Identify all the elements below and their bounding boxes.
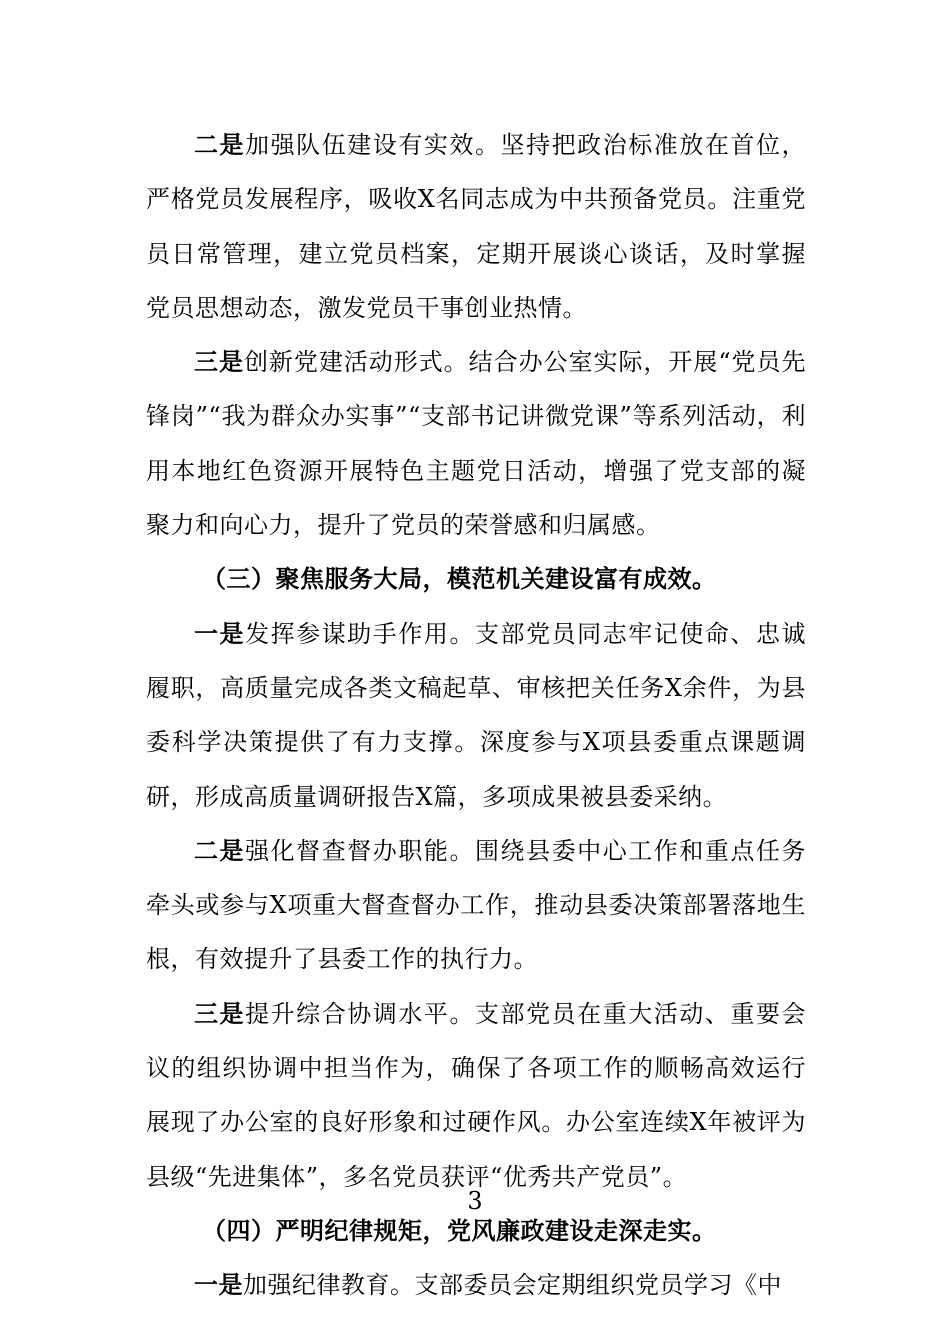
paragraph-lead: 二是 (194, 835, 246, 865)
paragraph-text: 强化督查督办职能。围绕县委中心工作和重点任务牵头或参与X项重大督查督办工作，推动县委决策部署落地生根，有效提升了县委工作的执行力。 (146, 836, 807, 974)
paragraph-supervision (146, 824, 806, 987)
document-body (146, 118, 806, 1313)
paragraph-lead: 三是 (194, 347, 244, 377)
paragraph-lead: 一是 (194, 618, 246, 648)
paragraph-activity-forms (146, 335, 806, 552)
paragraph-lead: 二是 (194, 130, 246, 159)
paragraph-text: 加强队伍建设有实效。坚持把政治标准放在首位，严格党员发展程序，吸收X名同志成为中共预备党员。注重党员日常管理，建立党员档案，定期开展谈心谈话，及时掌握党员思想动态，激发党员干事创业热情。 (146, 131, 807, 322)
paragraph-team-building (146, 118, 806, 335)
page-number: 3 (467, 1187, 483, 1215)
section-heading-four: （四）严明纪律规矩，党风廉政建设走深走实。 (202, 1215, 717, 1245)
paragraph-text: 发挥参谋助手作用。支部党员同志牢记使命、忠诚履职，高质量完成各类文稿起草、审核把关任务X余件，为县委科学决策提供了有力支撑。深度参与X项县委重点课题调研，形成高质量调研报告X篇，多项成果被县委采纳。 (146, 619, 807, 811)
paragraph-lead: 三是 (194, 998, 246, 1028)
paragraph-advisory-role (146, 607, 806, 824)
paragraph-discipline-education (146, 1258, 806, 1312)
paragraph-text: 创新党建活动形式。结合办公室实际，开展“党员先锋岗”“我为群众办实事”“支部书记讲微党课”等系列活动，利用本地红色资源开展特色主题党日活动，增强了党支部的凝聚力和向心力，提升了党员的荣誉感和归属感。 (146, 348, 806, 540)
paragraph-text: 加强纪律教育。支部委员会定期组织党员学习《中 (243, 1271, 782, 1300)
paragraph-lead: 一是 (194, 1270, 243, 1300)
section-heading-three: （三）聚焦服务大局，模范机关建设富有成效。 (202, 564, 717, 594)
paragraph-coordination (146, 987, 806, 1204)
paragraph-text: 提升综合协调水平。支部党员在重大活动、重要会议的组织协调中担当作为，确保了各项工作的顺畅高效运行展现了办公室的良好形象和过硬作风。办公室连续X年被评为县级“先进集体”，多名党员获评“优秀共产党员”。 (146, 999, 807, 1191)
